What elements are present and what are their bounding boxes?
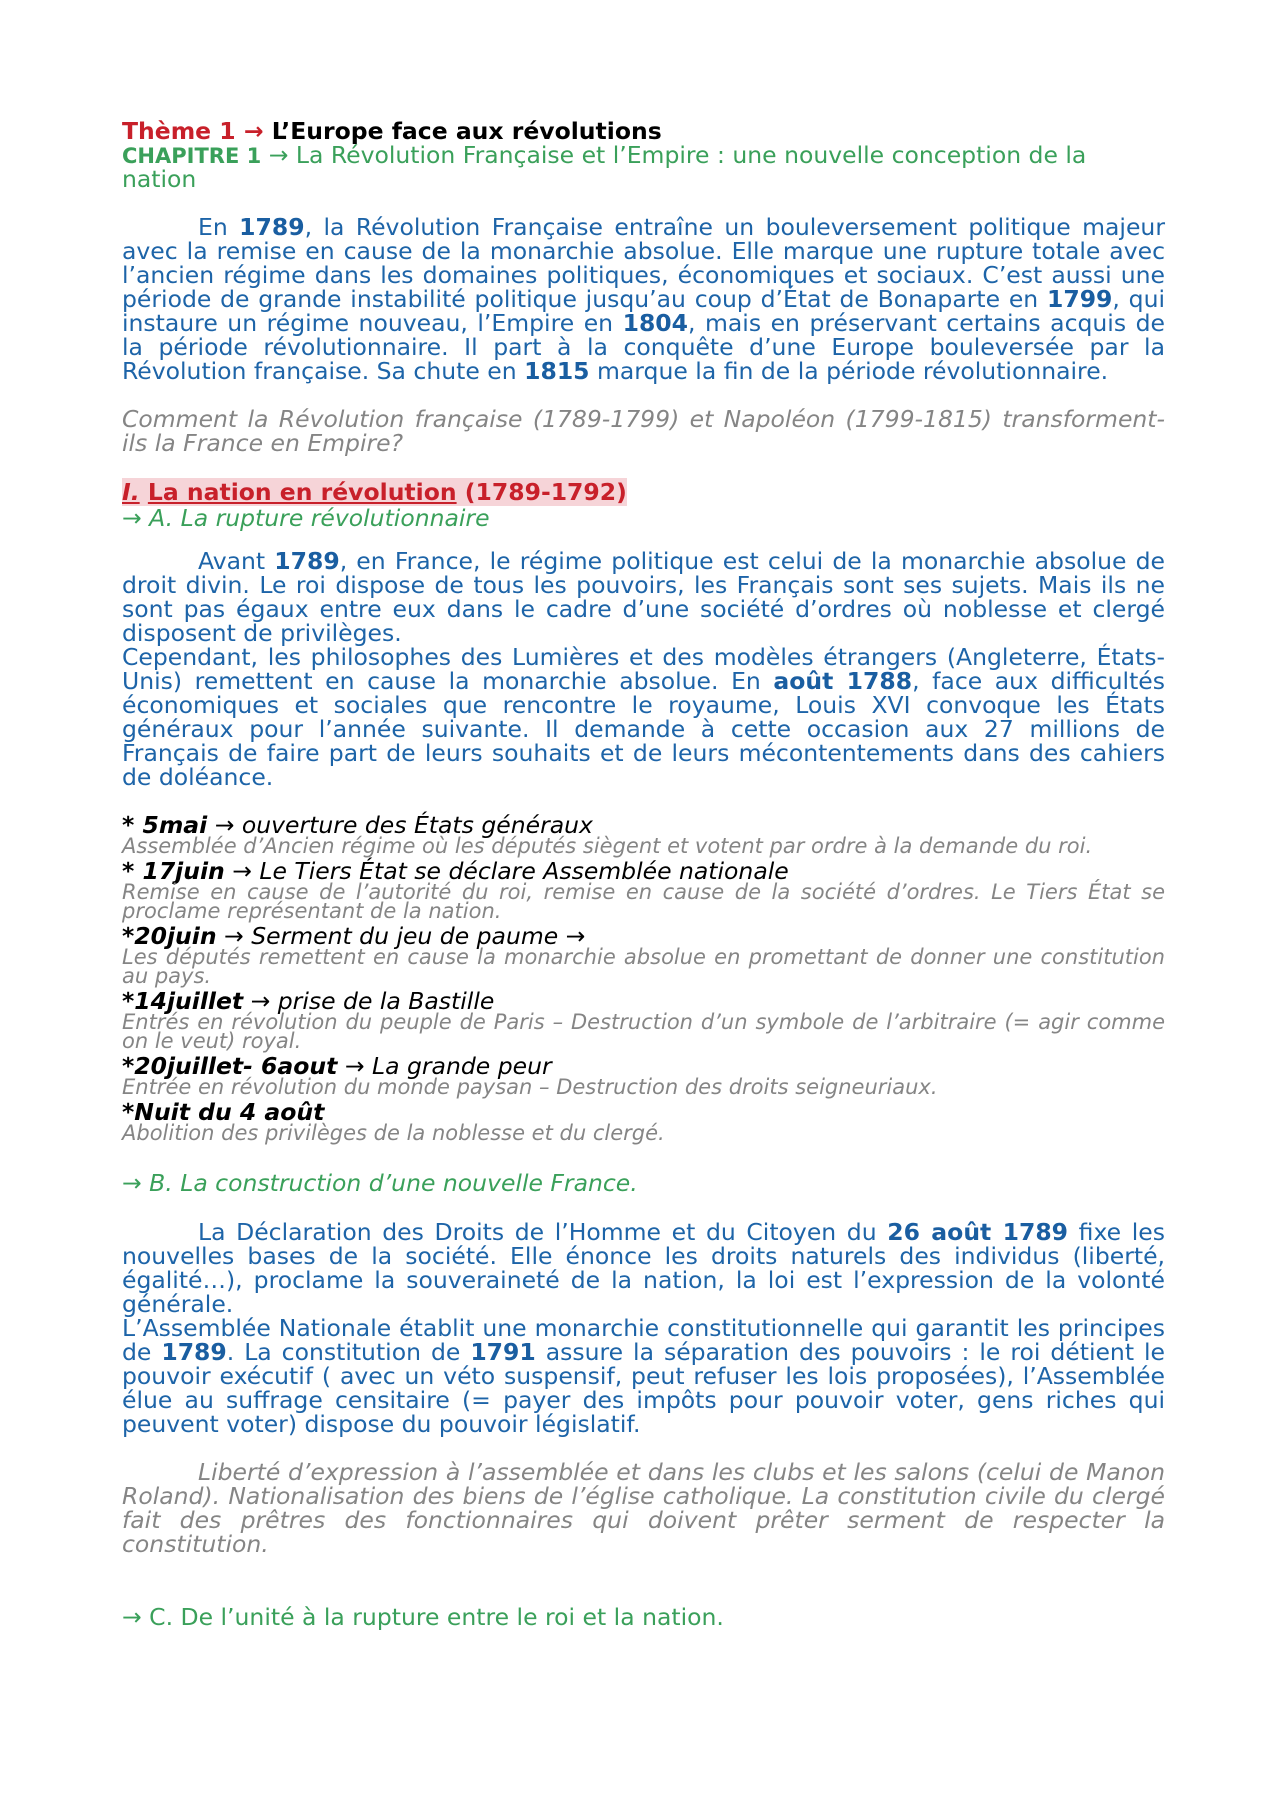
chapter-heading	[122, 141, 1165, 193]
chapter-title: La Révolution Française et l’Empire : une nouvelle conception de la nation	[122, 141, 1087, 193]
event-title: * 5mai → ouverture des États généraux	[122, 811, 593, 839]
chapter-label: CHAPITRE 1	[122, 144, 262, 168]
paragraph-b1: La Déclaration des Droits de l’Homme et du Citoyen du 26 août 1789 fixe les nouvelles bases de la société. Elle énonce les droits naturels des individus (liberté, égalité…), proclame la souveraineté de la nation, la loi est l’expression de la volonté générale.	[122, 1218, 1165, 1318]
event-description: Remise en cause de l’autorité du roi, remise en cause de la société d’ordres. Le Tiers État se proclame représentant de la nation.	[122, 880, 1165, 923]
event-title: *20juillet- 6aout → La grande peur	[122, 1052, 552, 1080]
arrow-icon: →	[268, 141, 289, 169]
paragraph-b3: Liberté d’expression à l’assemblée et dans les clubs et les salons (celui de Manon Roland). Nationalisation des biens de l’église catholique. La constitution civile du clergé fait des prêtres des fonctionnaires qui doivent prêter serment de respecter la constitution.	[122, 1458, 1165, 1558]
event-title: *Nuit du 4 août	[122, 1098, 325, 1126]
event-description: Assemblée d’Ancien régime où les députés siègent et votent par ordre à la demande du roi.	[122, 834, 1093, 858]
paragraph-a2: Cependant, les philosophes des Lumières et des modèles étrangers (Angleterre, États-Unis) remettent en cause la monarchie absolue. En août 1788, face aux difficultés économiques et sociales que rencontre le royaume, Louis XVI convoque les États généraux pour l’année suivante. Il demande à cette occasion aux 27 millions de Français de faire part de leurs souhaits et de leurs mécontentements dans des cahiers de doléance.	[122, 643, 1165, 791]
event-list	[122, 813, 1165, 1143]
section-dates: (1789-1792)	[464, 478, 627, 506]
theme-label: Thème 1	[122, 117, 236, 145]
section-numeral: I.	[122, 478, 140, 506]
subsection-heading-c: → C. De l’unité à la rupture entre le roi et la nation.	[122, 1603, 724, 1631]
subsection-heading-a: → A. La rupture révolutionnaire	[122, 504, 490, 532]
section-heading-1	[122, 479, 1165, 505]
paragraph-a1: Avant 1789, en France, le régime politique est celui de la monarchie absolue de droit divin. Le roi dispose de tous les pouvoirs, les Français sont ses sujets. Mais ils ne sont pas égaux entre eux dans le cadre d’une société d’ordres où noblesse et clergé disposent de privilèges.	[122, 547, 1165, 647]
section-title: La nation en révolution	[147, 478, 457, 506]
problem-question: Comment la Révolution française (1789-1799) et Napoléon (1799-1815) transforment-ils la France en Empire?	[122, 405, 1165, 457]
intro-paragraph: En 1789, la Révolution Française entraîne un bouleversement politique majeur avec la remise en cause de la monarchie absolue. Elle marque une rupture totale avec l’ancien régime dans les domaines politiques, économiques et sociaux. C’est aussi une période de grande instabilité politique jusqu’au coup d’État de Bonaparte en 1799, qui instaure un régime nouveau, l’Empire en 1804, mais en préservant certains acquis de la période révolutionnaire. Il part à la conquête d’une Europe bouleversée par la Révolution française. Sa chute en 1815 marque la fin de la période révolutionnaire.	[122, 213, 1166, 385]
event-description: Les députés remettent en cause la monarchie absolue en promettant de donner une constitution au pays.	[122, 945, 1165, 988]
event-description: Entrés en révolution du peuple de Paris – Destruction d’un symbole de l’arbitraire (= agir comme on le veut) royal.	[122, 1010, 1165, 1053]
event-title: *20juin → Serment du jeu de paume →	[122, 922, 586, 950]
arrow-icon: →	[243, 117, 264, 145]
theme-title: L’Europe face aux révolutions	[271, 117, 662, 145]
event-title: * 17juin → Le Tiers État se déclare Assemblée nationale	[122, 857, 789, 885]
event-description: Entrée en révolution du monde paysan – Destruction des droits seigneuriaux.	[122, 1075, 938, 1099]
subsection-heading-b: → B. La construction d’une nouvelle France.	[122, 1169, 638, 1197]
event-title: *14juillet → prise de la Bastille	[122, 987, 495, 1015]
paragraph-b2: L’Assemblée Nationale établit une monarchie constitutionnelle qui garantit les principes de 1789. La constitution de 1791 assure la séparation des pouvoirs : le roi détient le pouvoir exécutif ( avec un véto suspensif, peut refuser les lois proposées), l’Assemblée élue au suffrage censitaire (= payer des impôts pour pouvoir voter, gens riches qui peuvent voter) dispose du pouvoir législatif.	[122, 1314, 1165, 1438]
event-description: Abolition des privilèges de la noblesse et du clergé.	[122, 1121, 665, 1145]
